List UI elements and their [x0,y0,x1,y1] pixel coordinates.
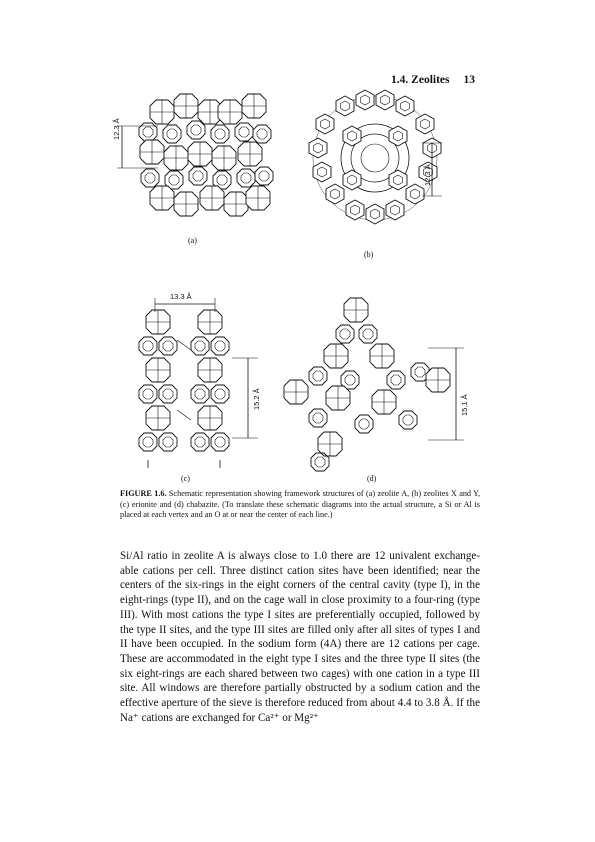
figure-caption [120,489,480,521]
panel-b-label: (b) [364,250,374,259]
caption-label: FIGURE 1.6. [120,489,167,498]
panel-d-diagram [284,298,450,471]
panel-c-dimension-height: 15.2 Å [252,388,261,410]
panel-b-dimension: 12.3 Å [423,164,432,186]
panel-c-dimension-width: 13.3 Å [170,292,192,301]
body-text [120,549,480,725]
panel-c-label: (c) [181,474,190,483]
panel-d-label: (d) [367,474,377,483]
panel-a-diagram [139,94,273,216]
panel-c-diagram [139,310,229,468]
caption-text: Schematic representation showing framework structures of (a) zeolite A, (b) zeolites X and Y, (c) erionite and (d) chabazite. (To translate these schematic diagrams into the actual structure, a Si or Al is placed at each vertex and an O at or near the center of each line.) [120,489,481,520]
panel-a-label: (a) [188,236,197,245]
panel-d-dimension: 15.1 Å [460,394,469,416]
page-number: 13 [463,74,475,86]
section-title: 1.4. Zeolites [391,74,450,86]
panel-b-diagram [309,90,441,224]
panel-a-dimension: 12.3 Å [112,118,121,140]
body-paragraph: Si/Al ratio in zeolite A is always close to 1.0 there are 12 univalent exchange-able cations per cell. Three distinct cation sites have been identified; near the centers of the six-rings in the eight corners of the central cavity (type I), in the eight-rings (type II), and on the cage wall in close proximity to a four-ring (type III). With most cations the type I sites are preferentially occupied, followed by the type II sites, and the type III sites are filled only after all sites of types I and II have been occupied. In the sodium form (4A) there are 12 cations per cage. These are accommodated in the eight type I sites and the three type II sites (the six eight-rings are each shared between two cages) with one cation in a type III site. All windows are therefore partially obstructed by a sodium cation and the effective aperture of the sieve is therefore reduced from about 4.4 to 3.8 Å. If the Na⁺ cations are exchanged for Ca²⁺ or Mg²⁺ [120,550,480,724]
